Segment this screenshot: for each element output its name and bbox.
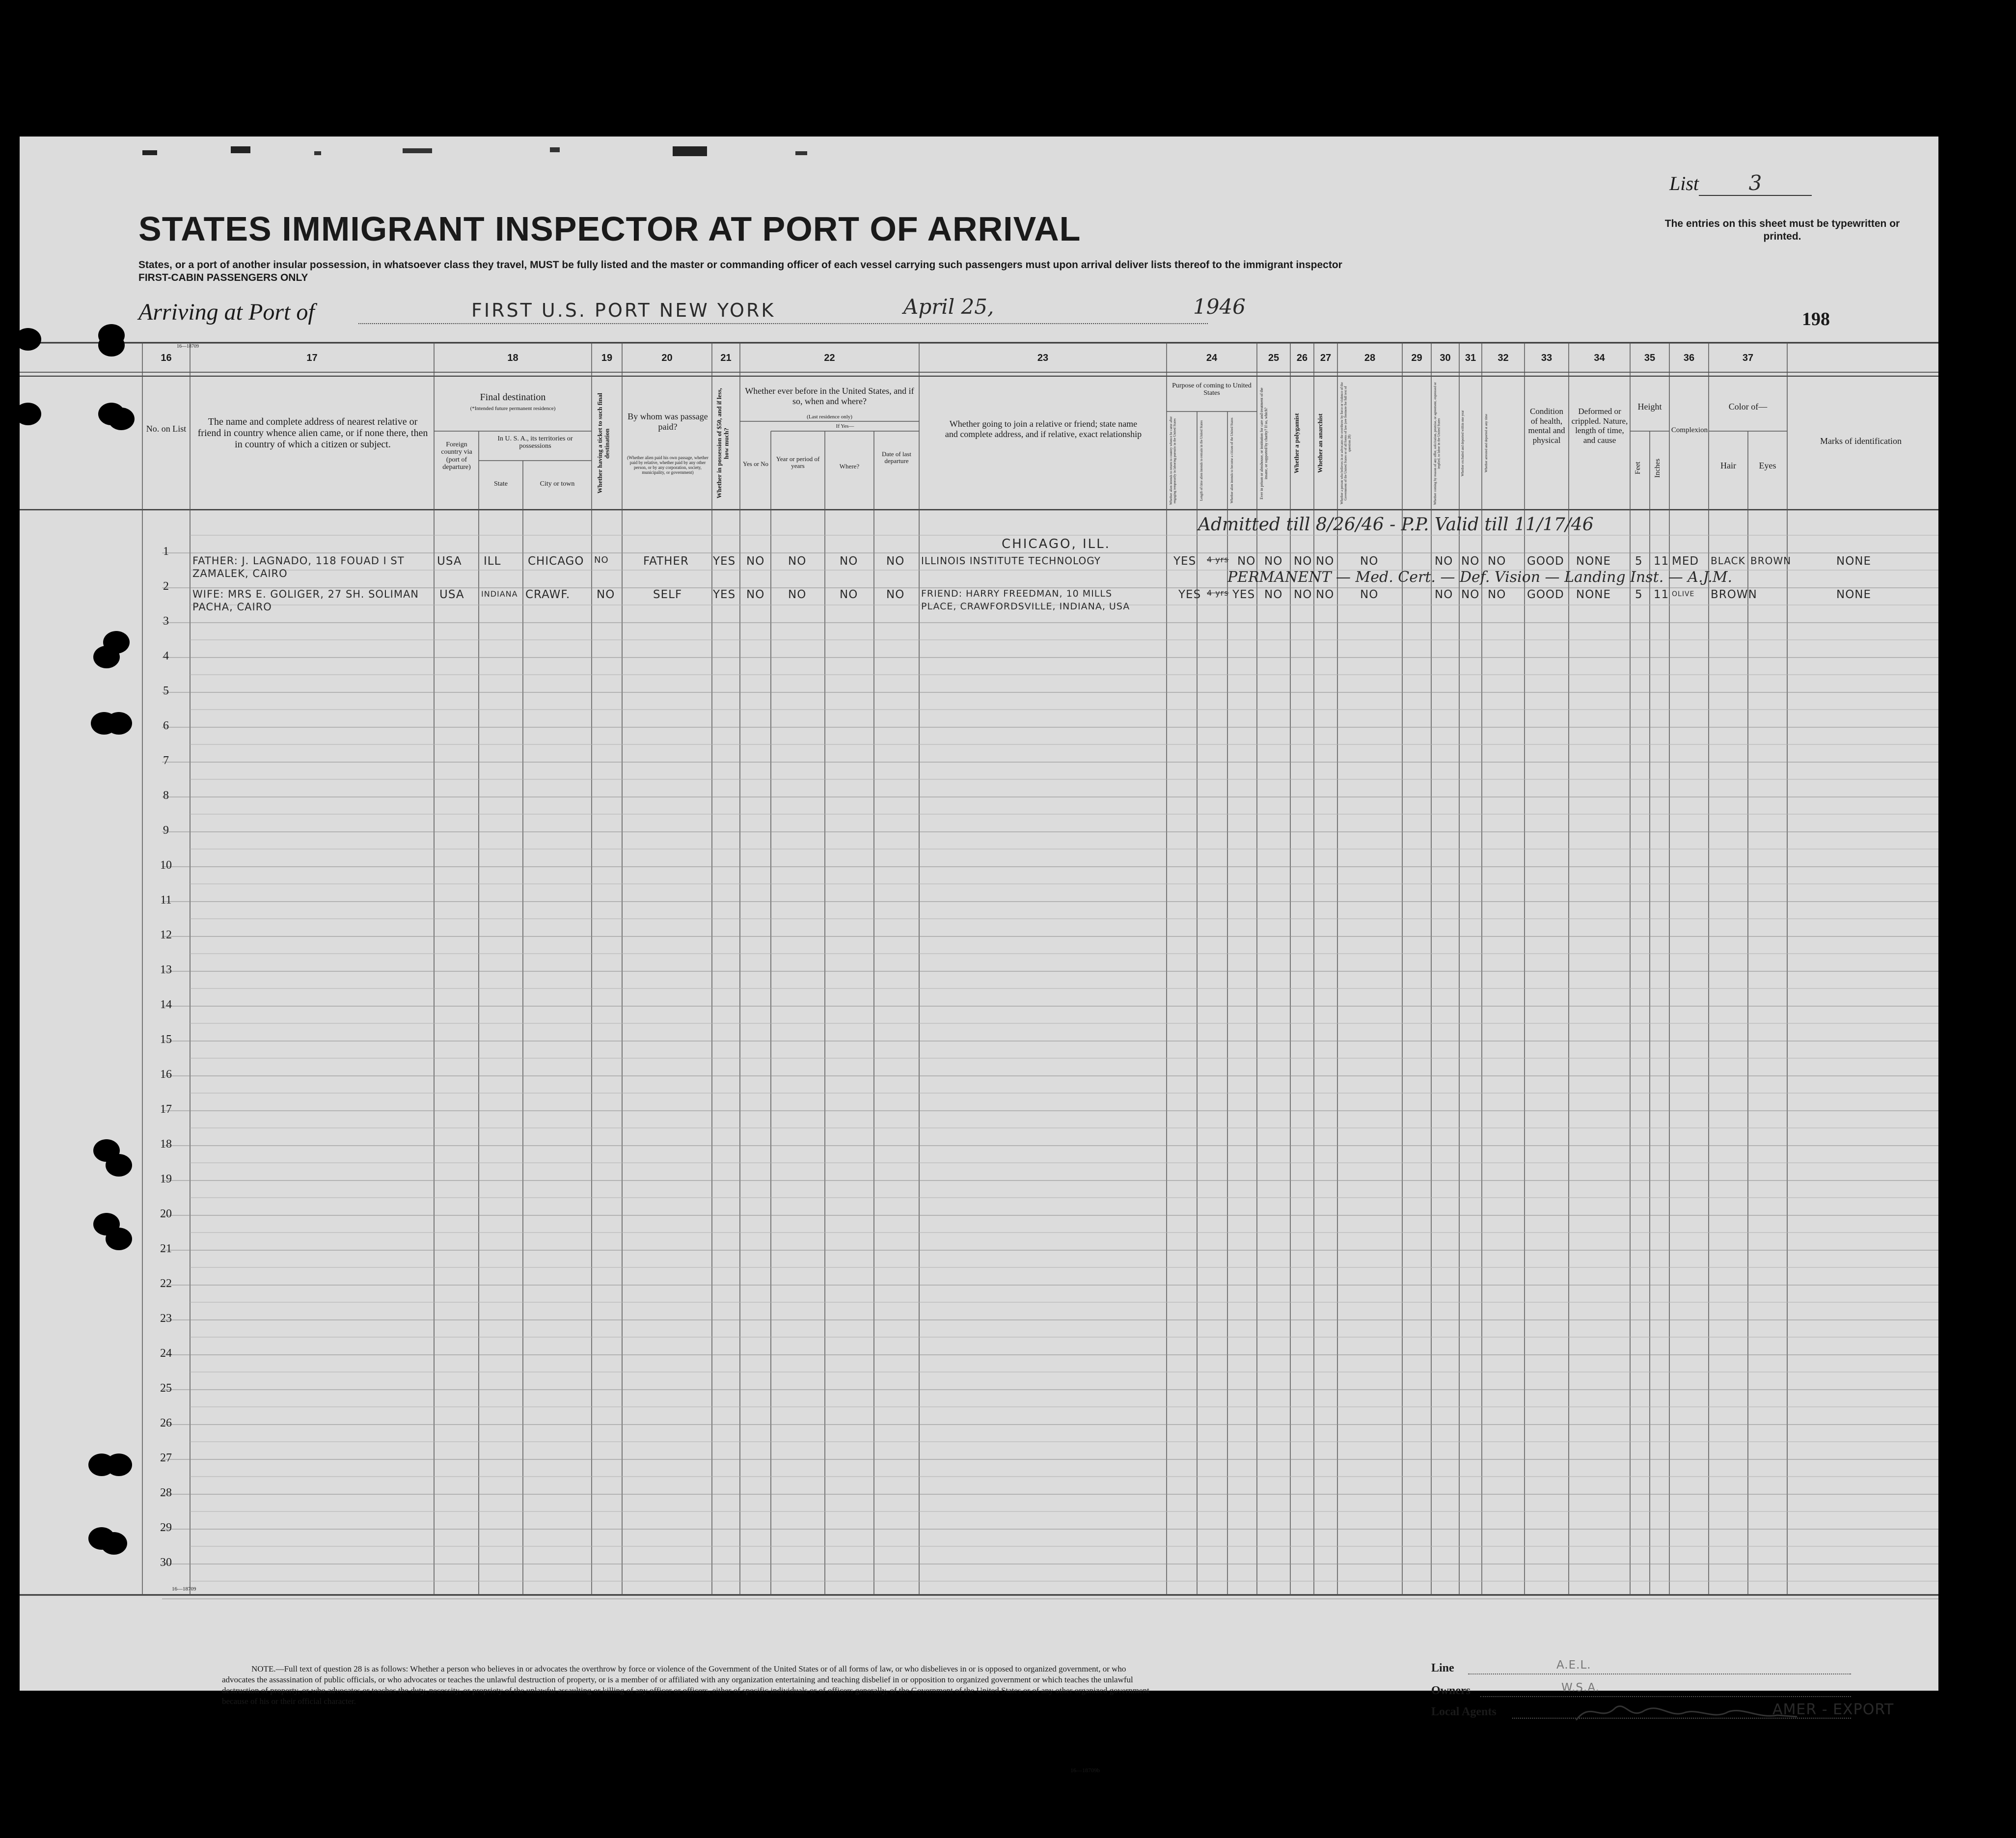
row1-feet: 5 [1635, 555, 1643, 568]
col33-header: Deformed or crippled. Nature, length of time, and cause [1571, 407, 1628, 445]
column-number: 30 [1440, 353, 1451, 363]
row1-marks: NONE [1836, 555, 1872, 568]
row1-overthrow: NO [1360, 555, 1379, 568]
col30-header: Whether excluded and deported within one year [1461, 410, 1465, 477]
row2-return: YES [1178, 588, 1201, 601]
line-label: Line [1431, 1662, 1454, 1674]
row1-departure: NO [886, 555, 905, 568]
agent-signature [1571, 1698, 1802, 1728]
col22-where: Where? [839, 463, 860, 470]
col21-header: Whether in possession of $50, and if less, how much? [715, 388, 730, 499]
row1-fifty: YES [713, 555, 736, 568]
row2-health: GOOD [1527, 588, 1564, 601]
row-number: 18 [160, 1138, 172, 1151]
admitted-annotation: Admitted till 8/26/46 - P.P. Valid till 11/17/46 [1198, 515, 1594, 535]
col27-header: Whether an anarchist [1316, 413, 1324, 473]
arriving-label: Arriving at Port of [138, 299, 315, 325]
column-number: 28 [1364, 353, 1376, 363]
row1-length: 4 yrs [1207, 555, 1229, 564]
col28-header: Whether a person who believes in or advocates the overthrow by force or violence of the Government of the United States or of all forms of law (see footnote for full text of question 28) [1340, 382, 1352, 505]
footnote-question-28: NOTE.—Full text of question 28 is as follows: Whether a person who believes in or advocates the overthrow by force or violence of the Government of the United States or of all forms of law, or who disbelieves in or is opposed to organized government, or who advocates the assassination of public officials, or who advocates or teaches the unlawful destruction of property, or is a member of or affiliated with any organization entertaining and teaching disbelief in or opposition to organized government or which teaches the unlawful destruction of property, or who advocates or teaches the duty, necessity, or propriety of the unlawful assaulting or killing of any officer or officers, either of specific individuals or of officers generally, of the Government of the United States or of any other organized government because of his or their official character. [222, 1664, 1149, 1706]
row-number: 17 [160, 1103, 172, 1116]
col18-note: (*Intended future permanent residence) [470, 406, 556, 411]
col25-header: Ever in prison or almshouse, or institution for care and treatment of the insane, or supported by charity? If so, which? [1259, 387, 1268, 499]
manifest-sheet [20, 137, 1938, 1774]
row-number: 2 [163, 580, 169, 593]
row-number: 28 [160, 1486, 172, 1499]
col23-header: Whether going to join a relative or friend; state name and complete address, and if relative, exact relationship [945, 419, 1142, 439]
row1-return: YES [1173, 555, 1197, 568]
row-number: 9 [163, 824, 169, 837]
row2-where: NO [840, 588, 858, 601]
row1-hair: BLACK [1711, 555, 1745, 567]
col24c-header: Whether alien intends to become a citizen of the United States [1230, 417, 1234, 504]
row1-eyes: BROWN [1750, 555, 1792, 567]
column-number: 31 [1465, 353, 1476, 363]
col37-header: Marks of identification [1820, 436, 1902, 446]
col22-note: (Last residence only) [807, 414, 852, 420]
row2-departure: NO [886, 588, 905, 601]
col34-header: Height [1637, 402, 1662, 411]
arrival-date: April 25, [903, 295, 994, 319]
col22-ifyes: If Yes— [836, 423, 854, 429]
row1-state: ILL [484, 555, 501, 568]
row1-year: NO [788, 555, 807, 568]
row2-anarchist: NO [1316, 588, 1335, 601]
row2-citizen: YES [1232, 588, 1255, 601]
col22-year: Year or period of years [776, 455, 820, 470]
destination-note: CHICAGO, ILL. [1002, 537, 1111, 551]
row-number: 22 [160, 1277, 172, 1290]
footnote-code: 16—18709b [1070, 1767, 1100, 1774]
column-number: 37 [1742, 353, 1754, 363]
col35-header: Complexion [1671, 426, 1708, 434]
column-number: 26 [1296, 353, 1308, 363]
row2-labor: NO [1435, 588, 1453, 601]
column-number: 32 [1498, 353, 1509, 363]
row2-hair: BROWN [1711, 588, 1757, 601]
row2-state: INDIANA [481, 589, 518, 599]
column-number: 18 [507, 353, 518, 363]
row2-foreign: USA [439, 588, 464, 601]
row2-ticket: NO [597, 588, 615, 601]
row-number: 30 [160, 1556, 172, 1569]
page-number: 198 [1802, 309, 1830, 329]
form-subtitle: States, or a port of another insular possession, in whatsoever class they travel, MUST be fully listed and the master or commanding officer of each vessel carrying such passengers must upon arrival deliver lists thereof to the immigrant inspector [138, 259, 1342, 271]
row1-labor: NO [1435, 555, 1453, 568]
col26-header: Whether a polygamist [1293, 413, 1300, 474]
col20-note: (Whether alien paid his own passage, whether paid by relative, whether paid by any other person, or by any corporation, society, municipality, or government) [627, 455, 708, 475]
row1-health: GOOD [1527, 555, 1564, 568]
row-number: 19 [160, 1173, 172, 1185]
row1-citizen: NO [1237, 555, 1256, 568]
row1-complexion: MED [1672, 555, 1699, 568]
row-number: 16 [160, 1068, 172, 1081]
column-number: 21 [720, 353, 732, 363]
punch-hole [106, 1228, 132, 1250]
row1-ticket: NO [594, 555, 609, 565]
agents-value: AMER - EXPORT [1772, 1701, 1894, 1718]
row-number: 8 [163, 789, 169, 802]
row-number: 27 [160, 1452, 172, 1464]
row-number: 21 [160, 1242, 172, 1255]
col18-usa: In U. S. A., its territories or possessions [497, 435, 573, 450]
col24b-header: Length of time alien intends to remain in the United States [1199, 420, 1203, 501]
row-number: 4 [163, 650, 169, 662]
row1-excluded: NO [1461, 555, 1480, 568]
punch-hole [106, 712, 132, 735]
col22-yesno: Yes or No [742, 460, 769, 467]
row1-where: NO [840, 555, 858, 568]
column-number: 27 [1320, 353, 1332, 363]
col29-header: Whether coming by reason of any offer, solicitation, promise, or agreement, expressed or implied, to labor in the United States [1433, 382, 1441, 505]
row2-inches: 11 [1654, 588, 1669, 601]
punch-hole [15, 328, 41, 351]
row1-anarchist: NO [1316, 555, 1335, 568]
row2-relative-line1: WIFE: MRS E. GOLIGER, 27 SH. SOLIMAN [192, 588, 419, 600]
agents-label: Local Agents [1431, 1705, 1497, 1718]
row1-foreign: USA [437, 555, 462, 568]
row2-length: 4 yrs [1207, 588, 1229, 598]
row-number: 24 [160, 1347, 172, 1360]
column-number: 23 [1037, 353, 1049, 363]
column-number: 16 [161, 353, 172, 363]
row1-deported: NO [1488, 555, 1506, 568]
row1-paid-by: FATHER [643, 555, 689, 568]
row2-prison: NO [1264, 588, 1283, 601]
row1-inches: 11 [1654, 555, 1669, 568]
form-code-top: 16—18709 [177, 344, 199, 349]
owners-label: Owners [1431, 1684, 1471, 1697]
row2-annotation: PERMANENT — Med. Cert. — Def. Vision — Landing Inst. — A.J.M. [1227, 569, 1732, 586]
col18-foreign: Foreign country via (port of departure) [441, 441, 472, 471]
col18-city: City or town [540, 480, 575, 488]
column-number: 33 [1541, 353, 1553, 363]
punch-hole [98, 334, 125, 357]
row-number: 6 [163, 719, 169, 732]
line-value: A.E.L. [1556, 1659, 1591, 1672]
row2-deformed: NONE [1576, 588, 1611, 601]
first-cabin-label: FIRST-CABIN PASSENGERS ONLY [138, 272, 308, 283]
arrival-year: 1946 [1193, 295, 1246, 319]
row1-polygamist: NO [1294, 555, 1312, 568]
punch-hole [101, 1532, 127, 1555]
column-number: 20 [661, 353, 673, 363]
col34-inches: Inches [1654, 458, 1662, 478]
col22-date: Date of last departure [882, 450, 911, 465]
punch-hole [106, 1454, 132, 1476]
row-number: 12 [160, 929, 172, 941]
row2-join-line2: PLACE, CRAWFORDSVILLE, INDIANA, USA [921, 601, 1130, 612]
row-number: 5 [163, 685, 169, 697]
typewritten-instruction: The entries on this sheet must be typewritten or printed. [1664, 218, 1900, 242]
punch-hole [93, 646, 120, 668]
row-number: 3 [163, 615, 169, 628]
col36-header: Color of— [1728, 402, 1768, 411]
column-number: 19 [601, 353, 613, 363]
row2-marks: NONE [1836, 588, 1872, 601]
col36-hair: Hair [1720, 461, 1736, 470]
row2-relative-line2: PACHA, CAIRO [192, 601, 272, 613]
column-number: 24 [1206, 353, 1218, 363]
column-number: 22 [824, 353, 835, 363]
row1-relative-line1: FATHER: J. LAGNADO, 118 FOUAD I ST [192, 555, 405, 567]
list-label: List 3 [1669, 171, 1812, 196]
row-number: 7 [163, 754, 169, 767]
port-name: FIRST U.S. PORT NEW YORK [471, 300, 776, 321]
col19-header: Whether having a ticket to such final destination [596, 393, 611, 494]
column-number: 29 [1411, 353, 1422, 363]
owners-rule [1480, 1696, 1851, 1697]
row1-city: CHICAGO [528, 555, 584, 568]
col36-eyes: Eyes [1759, 461, 1776, 470]
row1-deformed: NONE [1576, 555, 1611, 568]
row-number: 25 [160, 1382, 172, 1395]
row-number: 29 [160, 1521, 172, 1534]
col31-header: Whether arrested and deported at any time [1484, 414, 1488, 473]
column-number: 34 [1594, 353, 1605, 363]
table-grid [20, 137, 1938, 1691]
column-number: 35 [1644, 353, 1656, 363]
punch-hole [15, 403, 41, 425]
owners-value: W.S.A. [1561, 1681, 1600, 1694]
form-code-bottom: 16—18709 [172, 1586, 196, 1592]
row1-relative-line2: ZAMALEK, CAIRO [192, 568, 288, 579]
row2-year: NO [788, 588, 807, 601]
row2-excluded: NO [1461, 588, 1480, 601]
column-number: 25 [1268, 353, 1280, 363]
col18-header: Final destination [480, 392, 546, 403]
row2-fifty: YES [713, 588, 736, 601]
row-number: 15 [160, 1033, 172, 1046]
col34-feet: Feet [1634, 462, 1642, 474]
column-number: 36 [1683, 353, 1695, 363]
row-number: 1 [163, 545, 169, 558]
col16-header: No. on List [146, 424, 187, 434]
col32-header: Condition of health, mental and physical [1528, 407, 1565, 445]
col22-header: Whether ever before in the United States, and if so, when and where? [745, 386, 914, 406]
row-number: 13 [160, 963, 172, 976]
row2-paid-by: SELF [653, 588, 682, 601]
row2-join-line1: FRIEND: HARRY FREEDMAN, 10 MILLS [921, 588, 1113, 599]
row-number: 10 [160, 859, 172, 872]
row-number: 23 [160, 1312, 172, 1325]
col24-header: Purpose of coming to United States [1172, 382, 1252, 397]
col18-state: State [494, 480, 508, 488]
row1-join: ILLINOIS INSTITUTE TECHNOLOGY [921, 555, 1101, 567]
row2-complexion: OLIVE [1672, 590, 1695, 598]
column-number: 17 [306, 353, 318, 363]
row-number: 11 [160, 894, 172, 906]
line-rule [1468, 1673, 1851, 1674]
row-number: 14 [160, 998, 172, 1011]
form-title: STATES IMMIGRANT INSPECTOR AT PORT OF ARRIVAL [138, 210, 1081, 248]
row1-prison: NO [1264, 555, 1283, 568]
row-number: 26 [160, 1417, 172, 1429]
row2-deported: NO [1488, 588, 1506, 601]
row2-overthrow: NO [1360, 588, 1379, 601]
col20-header: By whom was passage paid? [627, 411, 708, 432]
row2-feet: 5 [1635, 588, 1643, 601]
row2-polygamist: NO [1294, 588, 1312, 601]
col17-header: The name and complete address of nearest relative or friend in country whence alien came, or if none there, then in country of which a citizen or subject. [197, 416, 428, 450]
row1-before: NO [746, 555, 765, 568]
row2-city: CRAWF. [525, 588, 571, 601]
row-number: 20 [160, 1207, 172, 1220]
punch-hole [106, 1154, 132, 1177]
row2-before: NO [746, 588, 765, 601]
col24a-header: Whether alien intends to return to country whence he came after engaging temporarily in laboring pursuits in the United States [1169, 416, 1177, 505]
punch-hole [108, 408, 135, 430]
